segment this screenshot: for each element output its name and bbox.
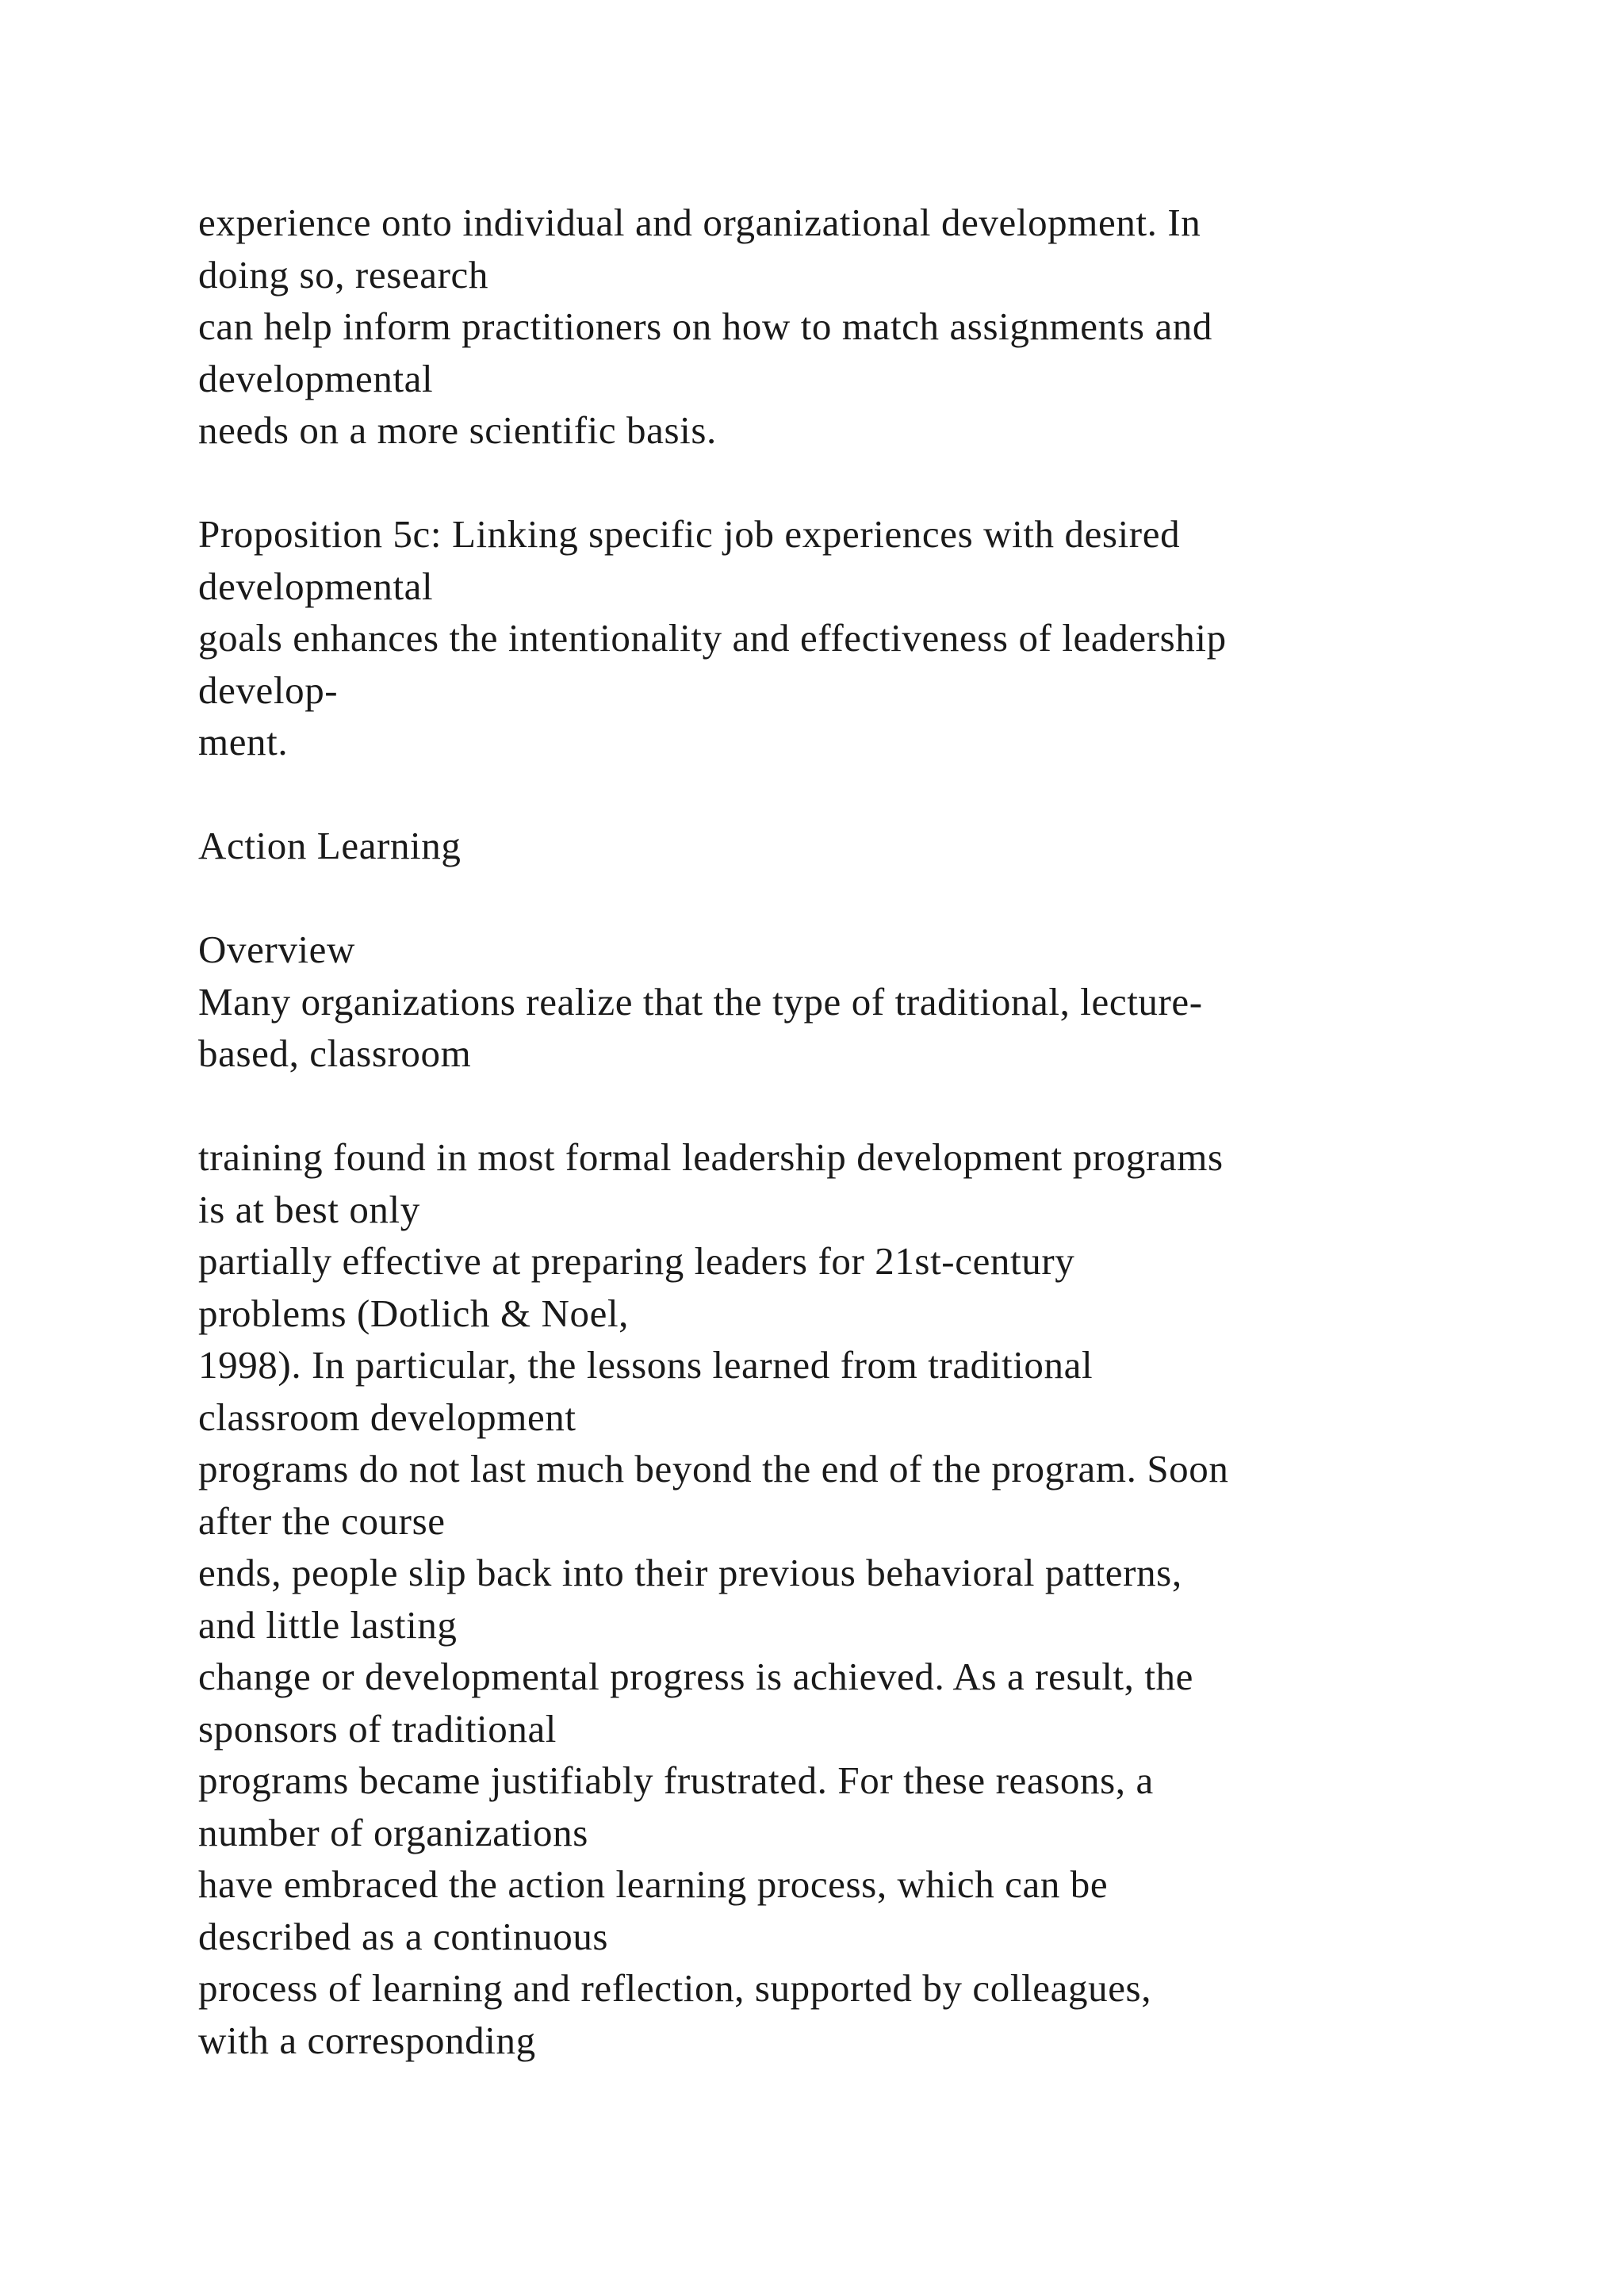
text-line: classroom development bbox=[198, 1395, 576, 1439]
text-line: based, classroom bbox=[198, 1031, 472, 1075]
paragraph-1 bbox=[198, 197, 1594, 457]
text-line: described as a continuous bbox=[198, 1914, 609, 1958]
text-line: goals enhances the intentionality and effectiveness of leadership bbox=[198, 616, 1227, 660]
text-line: sponsors of traditional bbox=[198, 1706, 557, 1751]
text-line: programs do not last much beyond the end of the program. Soon bbox=[198, 1447, 1229, 1490]
paragraph-spacer bbox=[198, 872, 1594, 924]
text-line: needs on a more scientific basis. bbox=[198, 408, 717, 452]
text-line: process of learning and reflection, supported by colleagues, bbox=[198, 1966, 1152, 2010]
text-line: and little lasting bbox=[198, 1602, 458, 1647]
document-text bbox=[198, 197, 1594, 2066]
text-line: have embraced the action learning process, which can be bbox=[198, 1862, 1109, 1906]
proposition-5c bbox=[198, 508, 1594, 768]
text-line: programs became justifiably frustrated. For these reasons, a bbox=[198, 1758, 1154, 1802]
text-line: after the course bbox=[198, 1498, 446, 1543]
text-line: ment. bbox=[198, 720, 289, 763]
text-line: with a corresponding bbox=[198, 2018, 536, 2062]
text-line: doing so, research bbox=[198, 252, 488, 297]
text-line: is at best only bbox=[198, 1187, 420, 1231]
text-line: number of organizations bbox=[198, 1810, 588, 1854]
paragraph-spacer bbox=[198, 768, 1594, 821]
section-heading: Action Learning bbox=[198, 824, 462, 867]
text-line: developmental bbox=[198, 564, 434, 608]
text-line: experience onto individual and organizational development. In bbox=[198, 201, 1201, 244]
paragraph-spacer bbox=[198, 457, 1594, 509]
text-line: change or developmental progress is achieved. As a result, the bbox=[198, 1655, 1193, 1698]
subsection-heading: Overview bbox=[198, 928, 356, 971]
text-line: can help inform practitioners on how to match assignments and bbox=[198, 304, 1212, 348]
text-line: Proposition 5c: Linking specific job experiences with desired bbox=[198, 512, 1181, 556]
overview-body bbox=[198, 1131, 1594, 2066]
text-line: problems (Dotlich & Noel, bbox=[198, 1291, 630, 1335]
text-line: partially effective at preparing leaders for 21st-century bbox=[198, 1239, 1075, 1283]
text-line: 1998). In particular, the lessons learned from traditional bbox=[198, 1343, 1094, 1387]
text-line: ends, people slip back into their previous behavioral patterns, bbox=[198, 1551, 1182, 1594]
text-line: develop- bbox=[198, 668, 339, 712]
text-line: developmental bbox=[198, 356, 434, 400]
text-line: Many organizations realize that the type of traditional, lecture- bbox=[198, 979, 1203, 1024]
text-line: training found in most formal leadership development programs bbox=[198, 1135, 1224, 1179]
paragraph-spacer bbox=[198, 1080, 1594, 1132]
overview-intro bbox=[198, 976, 1594, 1080]
